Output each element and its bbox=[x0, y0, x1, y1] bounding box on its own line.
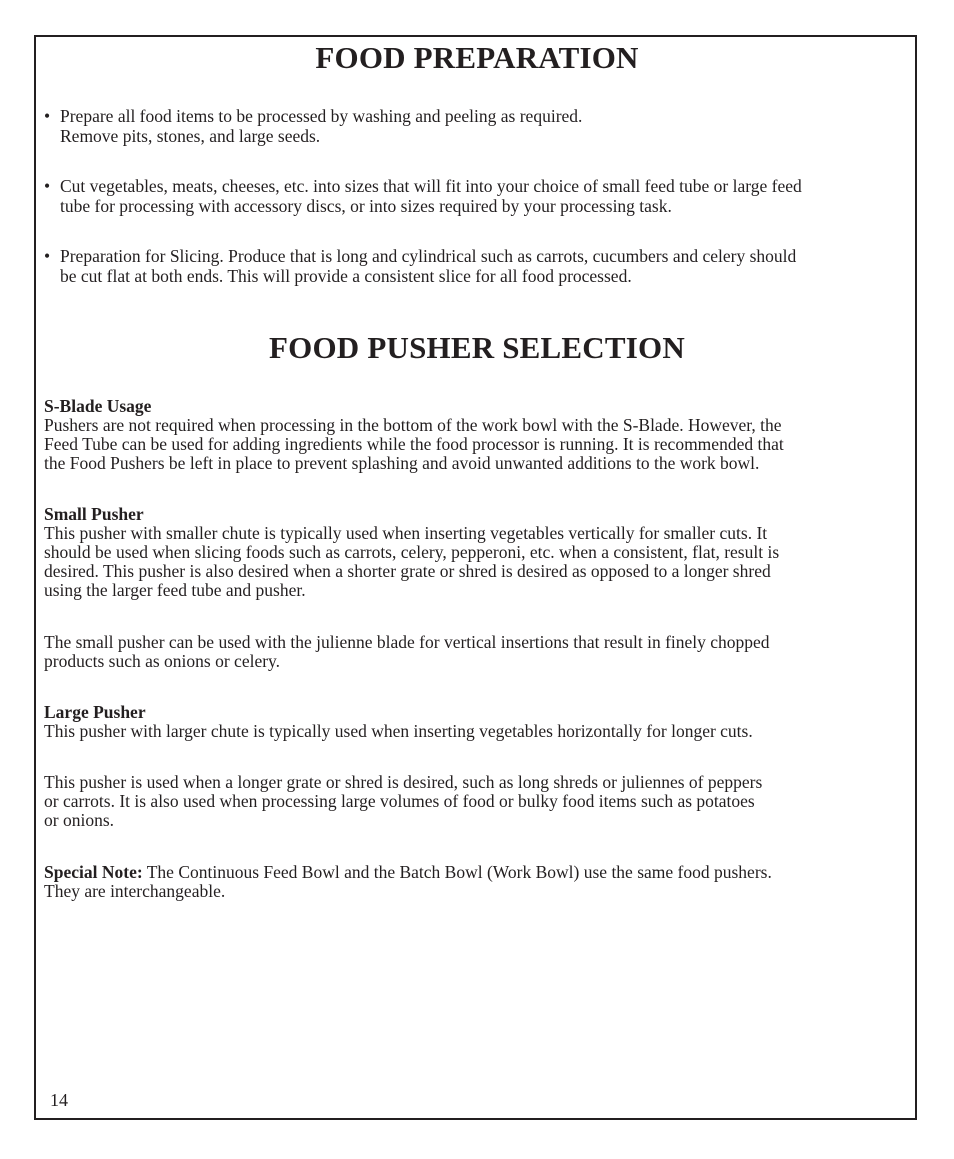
sblade-line: the Food Pushers be left in place to prevent splashing and avoid unwanted additions to the work bowl. bbox=[44, 453, 760, 473]
small-pusher-heading: Small Pusher bbox=[44, 504, 144, 524]
special-note-line2: They are interchangeable. bbox=[44, 881, 226, 901]
bullet-dot: • bbox=[44, 106, 51, 126]
small-pusher-line: desired. This pusher is also desired when a shorter grate or shred is desired as opposed to a longer shred bbox=[44, 561, 771, 581]
small-pusher-extra-line: The small pusher can be used with the julienne blade for vertical insertions that result in finely chopped bbox=[44, 632, 770, 652]
small-pusher-julienne-paragraph bbox=[44, 633, 914, 671]
small-pusher-line: This pusher with smaller chute is typically used when inserting vegetables vertically for smaller cuts. It bbox=[44, 523, 768, 543]
large-pusher-line: This pusher with larger chute is typically used when inserting vegetables horizontally for longer cuts. bbox=[44, 721, 753, 741]
special-note-label: Special Note: bbox=[44, 862, 143, 882]
prep-bullet-cut-line2: tube for processing with accessory discs, or into sizes required by your processing task. bbox=[60, 195, 672, 216]
sblade-line: Pushers are not required when processing in the bottom of the work bowl with the S-Blade. However, the bbox=[44, 415, 782, 435]
special-note-line1 bbox=[44, 863, 914, 882]
large-pusher-extra-line: This pusher is used when a longer grate or shred is desired, such as long shreds or juliennes of peppers bbox=[44, 772, 763, 792]
small-pusher-extra-line: products such as onions or celery. bbox=[44, 651, 281, 671]
large-pusher-extra-line: or onions. bbox=[44, 810, 114, 830]
small-pusher-line: using the larger feed tube and pusher. bbox=[44, 580, 306, 600]
sblade-usage-heading: S-Blade Usage bbox=[44, 396, 152, 416]
prep-bullet-wash-line1: Prepare all food items to be processed by washing and peeling as required. bbox=[60, 106, 583, 126]
prep-bullet-slicing-line2: be cut flat at both ends. This will provide a consistent slice for all food processed. bbox=[60, 265, 632, 286]
large-pusher-heading: Large Pusher bbox=[44, 702, 146, 722]
prep-bullet-wash bbox=[44, 107, 914, 146]
special-note-paragraph bbox=[44, 863, 914, 901]
small-pusher-section bbox=[44, 505, 914, 600]
prep-bullet-cut bbox=[44, 177, 914, 216]
sblade-line: Feed Tube can be used for adding ingredients while the food processor is running. It is recommended that bbox=[44, 434, 784, 454]
prep-bullet-cut-line1: Cut vegetables, meats, cheeses, etc. into sizes that will fit into your choice of small feed tube or large feed bbox=[60, 176, 802, 196]
sblade-usage-section bbox=[44, 397, 914, 473]
large-pusher-extra-line: or carrots. It is also used when processing large volumes of food or bulky food items such as potatoes bbox=[44, 791, 755, 811]
small-pusher-line: should be used when slicing foods such as carrots, celery, pepperoni, etc. when a consistent, flat, result is bbox=[44, 542, 780, 562]
page-number: 14 bbox=[50, 1090, 68, 1110]
food-pusher-selection-heading: FOOD PUSHER SELECTION bbox=[269, 330, 685, 365]
large-pusher-usage-paragraph bbox=[44, 773, 914, 830]
bullet-dot: • bbox=[44, 176, 51, 196]
special-note-text: The Continuous Feed Bowl and the Batch Bowl (Work Bowl) use the same food pushers. bbox=[142, 862, 772, 882]
food-preparation-heading: FOOD PREPARATION bbox=[315, 40, 639, 75]
prep-bullet-slicing-line1: Preparation for Slicing. Produce that is long and cylindrical such as carrots, cucumbers and celery should bbox=[60, 246, 797, 266]
bullet-dot: • bbox=[44, 246, 51, 266]
prep-bullet-slicing bbox=[44, 247, 914, 286]
large-pusher-section bbox=[44, 703, 914, 741]
prep-bullet-wash-line2: Remove pits, stones, and large seeds. bbox=[60, 125, 321, 146]
